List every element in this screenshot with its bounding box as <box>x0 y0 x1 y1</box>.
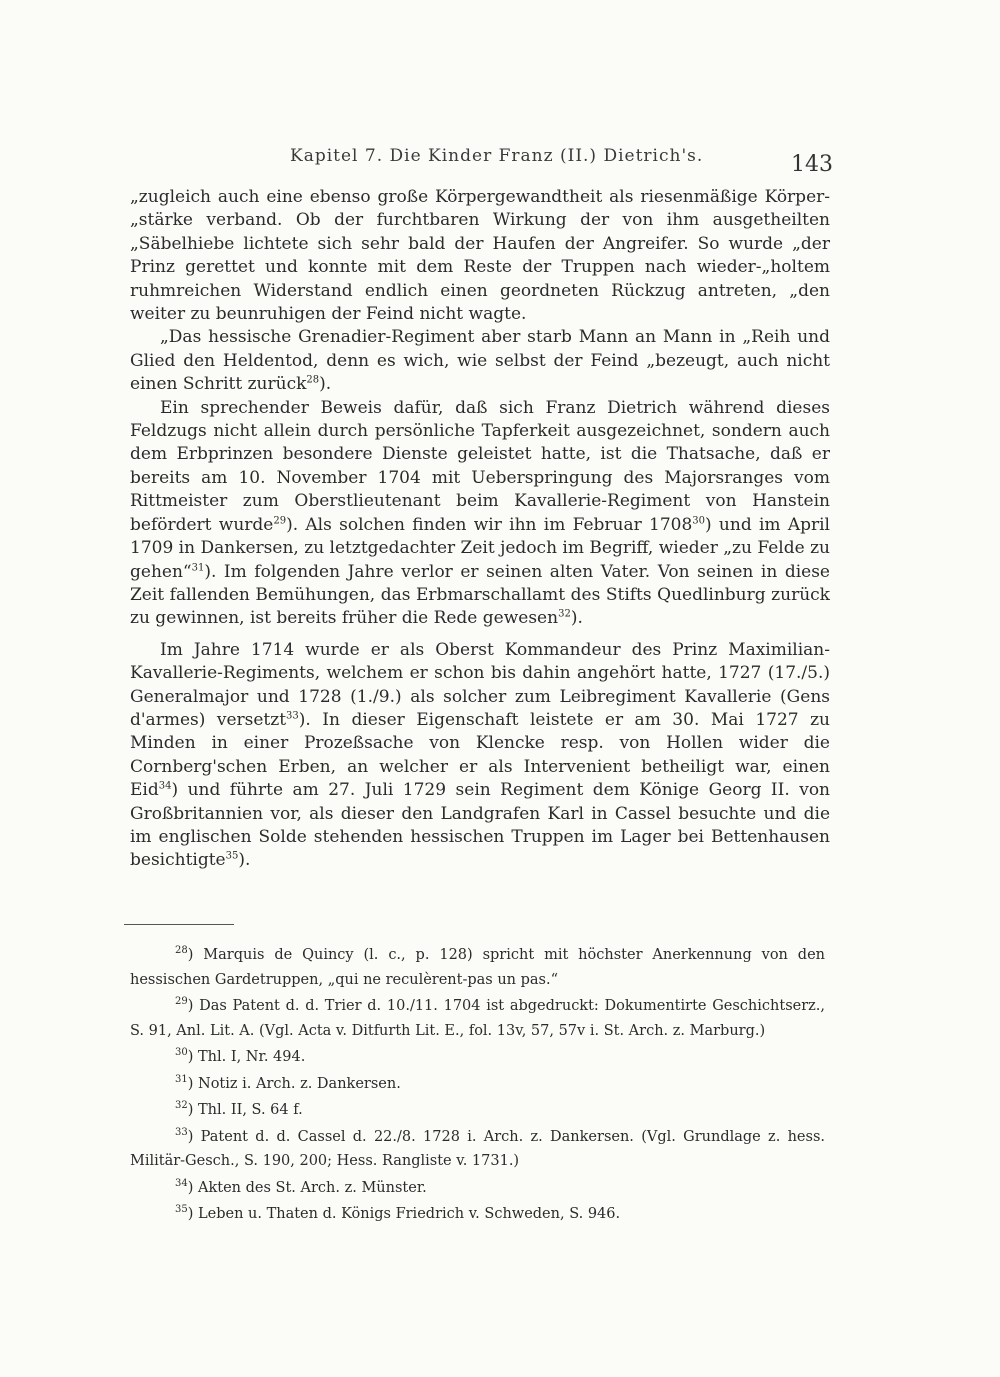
paragraph-3-text-b: ). Als solchen finden wir ihn im Februar 1708 <box>286 514 693 535</box>
footnote-33 <box>130 1125 825 1174</box>
footnote-29 <box>130 994 825 1043</box>
paragraph-3-text-c: ) und im April 1709 in Dankersen, zu letztgedachter Zeit jedoch im Begriff, wieder „zu Felde zu gehen“ <box>130 514 830 582</box>
note-ref-34: 34 <box>158 780 172 792</box>
main-text <box>130 186 830 873</box>
footnote-28 <box>130 943 825 992</box>
paragraph-4-text-d: ). <box>238 850 251 871</box>
paragraph-4-text-c: ) und führte am 27. Juli 1729 sein Regiment dem Könige Georg II. von Großbritannien vor, als dieser den Landgrafen Karl in Cassel besuchte und die im englischen Solde stehenden hessischen Truppen im Lager bei Bettenhausen besichtigte <box>130 780 830 871</box>
footnote-text: ) Thl. I, Nr. 494. <box>187 1049 306 1065</box>
note-ref-30: 30 <box>692 515 706 527</box>
paragraph-2-text: „Das hessische Grenadier-Regiment aber starb Mann an Mann in „Reih und Glied den Heldentod, denn es wich, wie selbst der Feind „bezeugt, auch nicht einen Schritt zurück <box>130 327 830 395</box>
paragraph-4 <box>130 639 830 873</box>
footnote-number: 35 <box>175 1204 188 1216</box>
footnote-number: 33 <box>175 1126 188 1138</box>
paragraph-3 <box>130 397 830 631</box>
footnote-number: 28 <box>175 945 188 957</box>
footnote-text: ) Marquis de Quincy (l. c., p. 128) spricht mit höchster Anerkennung von den hessischen Gardetruppen, „qui ne reculèrent-pas un pas.“ <box>130 947 825 988</box>
footnote-divider <box>124 924 234 925</box>
footnote-number: 30 <box>175 1047 188 1059</box>
note-ref-31: 31 <box>191 561 205 573</box>
note-ref-28: 28 <box>306 374 320 386</box>
note-ref-35: 35 <box>225 850 239 862</box>
footnotes <box>130 943 825 1229</box>
footnote-text: ) Akten des St. Arch. z. Münster. <box>187 1179 427 1196</box>
footnote-number: 29 <box>175 996 188 1008</box>
paragraph-2-tail: ). <box>319 374 332 395</box>
footnote-number: 32 <box>175 1100 188 1112</box>
footnote-text: ) Das Patent d. d. Trier d. 10./11. 1704 ist abgedruckt: Dokumentirte Geschichtserz., S. 91, Anl. Lit. A. (Vgl. Acta v. Ditfurth Lit. E., fol. 13v, 57, 57v i. St. Arch. z. Marburg.) <box>130 998 825 1039</box>
paragraph-3-text-e: ). <box>570 608 583 629</box>
paragraph-4-text-b: ). In dieser Eigenschaft leistete er am 30. Mai 1727 zu Minden in einer Prozeßsache von Klencke resp. von Hollen wider die Cornberg'schen Erben, an welcher er als Intervenient betheiligt war, einen Eid <box>130 709 830 801</box>
footnote-35 <box>130 1202 825 1227</box>
paragraph-4-text-a: Im Jahre 1714 wurde er als Oberst Kommandeur des Prinz Maximilian-Kavallerie-Regiments, welchem er schon bis dahin angehört hatte, 1727 (17./5.) Generalmajor und 1728 (1./9.) als solcher zum Leibregiment Kavallerie (Gens d'armes) versetzt <box>130 639 830 730</box>
page-number: 143 <box>791 152 833 177</box>
running-title: Kapitel 7. Die Kinder Franz (II.) Dietrich's. <box>290 146 704 166</box>
footnote-text: ) Thl. II, S. 64 f. <box>187 1102 303 1118</box>
footnote-31 <box>130 1072 825 1097</box>
footnote-30 <box>130 1045 825 1070</box>
note-ref-33: 33 <box>286 710 299 722</box>
paragraph-1-text: „zugleich auch eine ebenso große Körpergewandtheit als riesenmäßige Körper-„stärke verband. Ob der furchtbaren Wirkung der von ihm ausgetheilten „Säbelhiebe lichtete sich sehr bald der Haufen der Angreifer. So wurde „der Prinz gerettet und konnte mit dem Reste der Truppen nach wieder-„holtem ruhmreichen Widerstand endlich einen geordneten Rückzug antreten, „den weiter zu beunruhigen der Feind nicht wagte. <box>130 187 830 325</box>
footnote-number: 31 <box>175 1073 188 1085</box>
footnote-text: ) Notiz i. Arch. z. Dankersen. <box>187 1075 401 1092</box>
footnote-text: ) Leben u. Thaten d. Königs Friedrich v. Schweden, S. 946. <box>187 1206 621 1222</box>
footnote-text: ) Patent d. d. Cassel d. 22./8. 1728 i. Arch. z. Dankersen. (Vgl. Grundlage z. hess. Militär-Gesch., S. 190, 200; Hess. Rangliste v. 1731.) <box>130 1128 825 1169</box>
paragraph-3-text-d: ). Im folgenden Jahre verlor er seinen alten Vater. Von seinen in diese Zeit fallenden Bemühungen, das Erbmarschallamt des Stifts Quedlinburg zurück zu gewinnen, ist bereits früher die Rede gewesen <box>130 561 830 629</box>
paragraph-3-text-a: Ein sprechender Beweis dafür, daß sich Franz Dietrich während dieses Feldzugs nicht allein durch persönliche Tapferkeit ausgezeichnet, sondern auch dem Erbprinzen besondere Dienste geleistet hatte, ist die Thatsache, daß er bereits am 10. November 1704 mit Ueberspringung des Majorsranges vom Rittmeister zum Oberstlieutenant beim Kavallerie-Regiment von Hanstein befördert wurde <box>130 397 830 535</box>
note-ref-32: 32 <box>558 608 571 620</box>
note-ref-29: 29 <box>273 515 287 527</box>
footnote-34 <box>130 1176 825 1201</box>
paragraph-2 <box>130 326 830 396</box>
footnote-number: 34 <box>175 1177 188 1189</box>
paragraph-1 <box>130 186 830 326</box>
footnote-32 <box>130 1098 825 1123</box>
